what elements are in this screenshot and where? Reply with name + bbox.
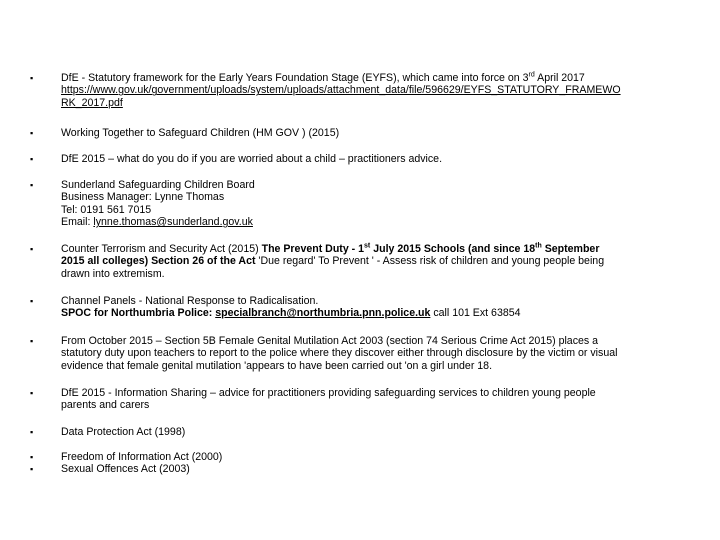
bullet: ▪ [30, 427, 34, 437]
telephone: Tel: 0191 561 7015 [61, 203, 152, 216]
bullet: ▪ [30, 154, 34, 164]
bullet: ▪ [30, 128, 34, 138]
board-name: Sunderland Safeguarding Children Board [61, 179, 255, 191]
bullet: ▪ [30, 336, 34, 346]
eyfs-line: DfE - Statutory framework for the Early Years Foundation Stage (EYFS), which came into force on 3rd April 2017 [61, 71, 585, 84]
eyfs-link-continued[interactable]: RK_2017.pdf [61, 96, 123, 109]
spoc-email-link[interactable]: specialbranch@northumbria.pnn.police.uk [215, 307, 431, 320]
bullet: ▪ [30, 180, 34, 190]
email-label: Email: [61, 216, 94, 229]
bullet: ▪ [30, 296, 34, 306]
bullet: ▪ [30, 73, 34, 83]
bullet: ▪ [30, 244, 34, 254]
eyfs-link[interactable]: https://www.gov.uk/government/uploads/system/uploads/attachment_data/file/596629/EYFS_STATUTORY_FRAMEWO [61, 84, 621, 97]
item-text: Working Together to Safeguard Children (HM GOV ) (2015) [61, 127, 340, 139]
business-manager: Business Manager: Lynne Thomas [61, 191, 225, 204]
bullet: ▪ [30, 452, 34, 462]
bullet: ▪ [30, 464, 34, 474]
email-link[interactable]: lynne.thomas@sunderland.gov.uk [93, 216, 253, 229]
bullet: ▪ [30, 388, 34, 398]
item-text: DfE 2015 – what do you do if you are worried about a child – practitioners advice. [61, 153, 443, 165]
